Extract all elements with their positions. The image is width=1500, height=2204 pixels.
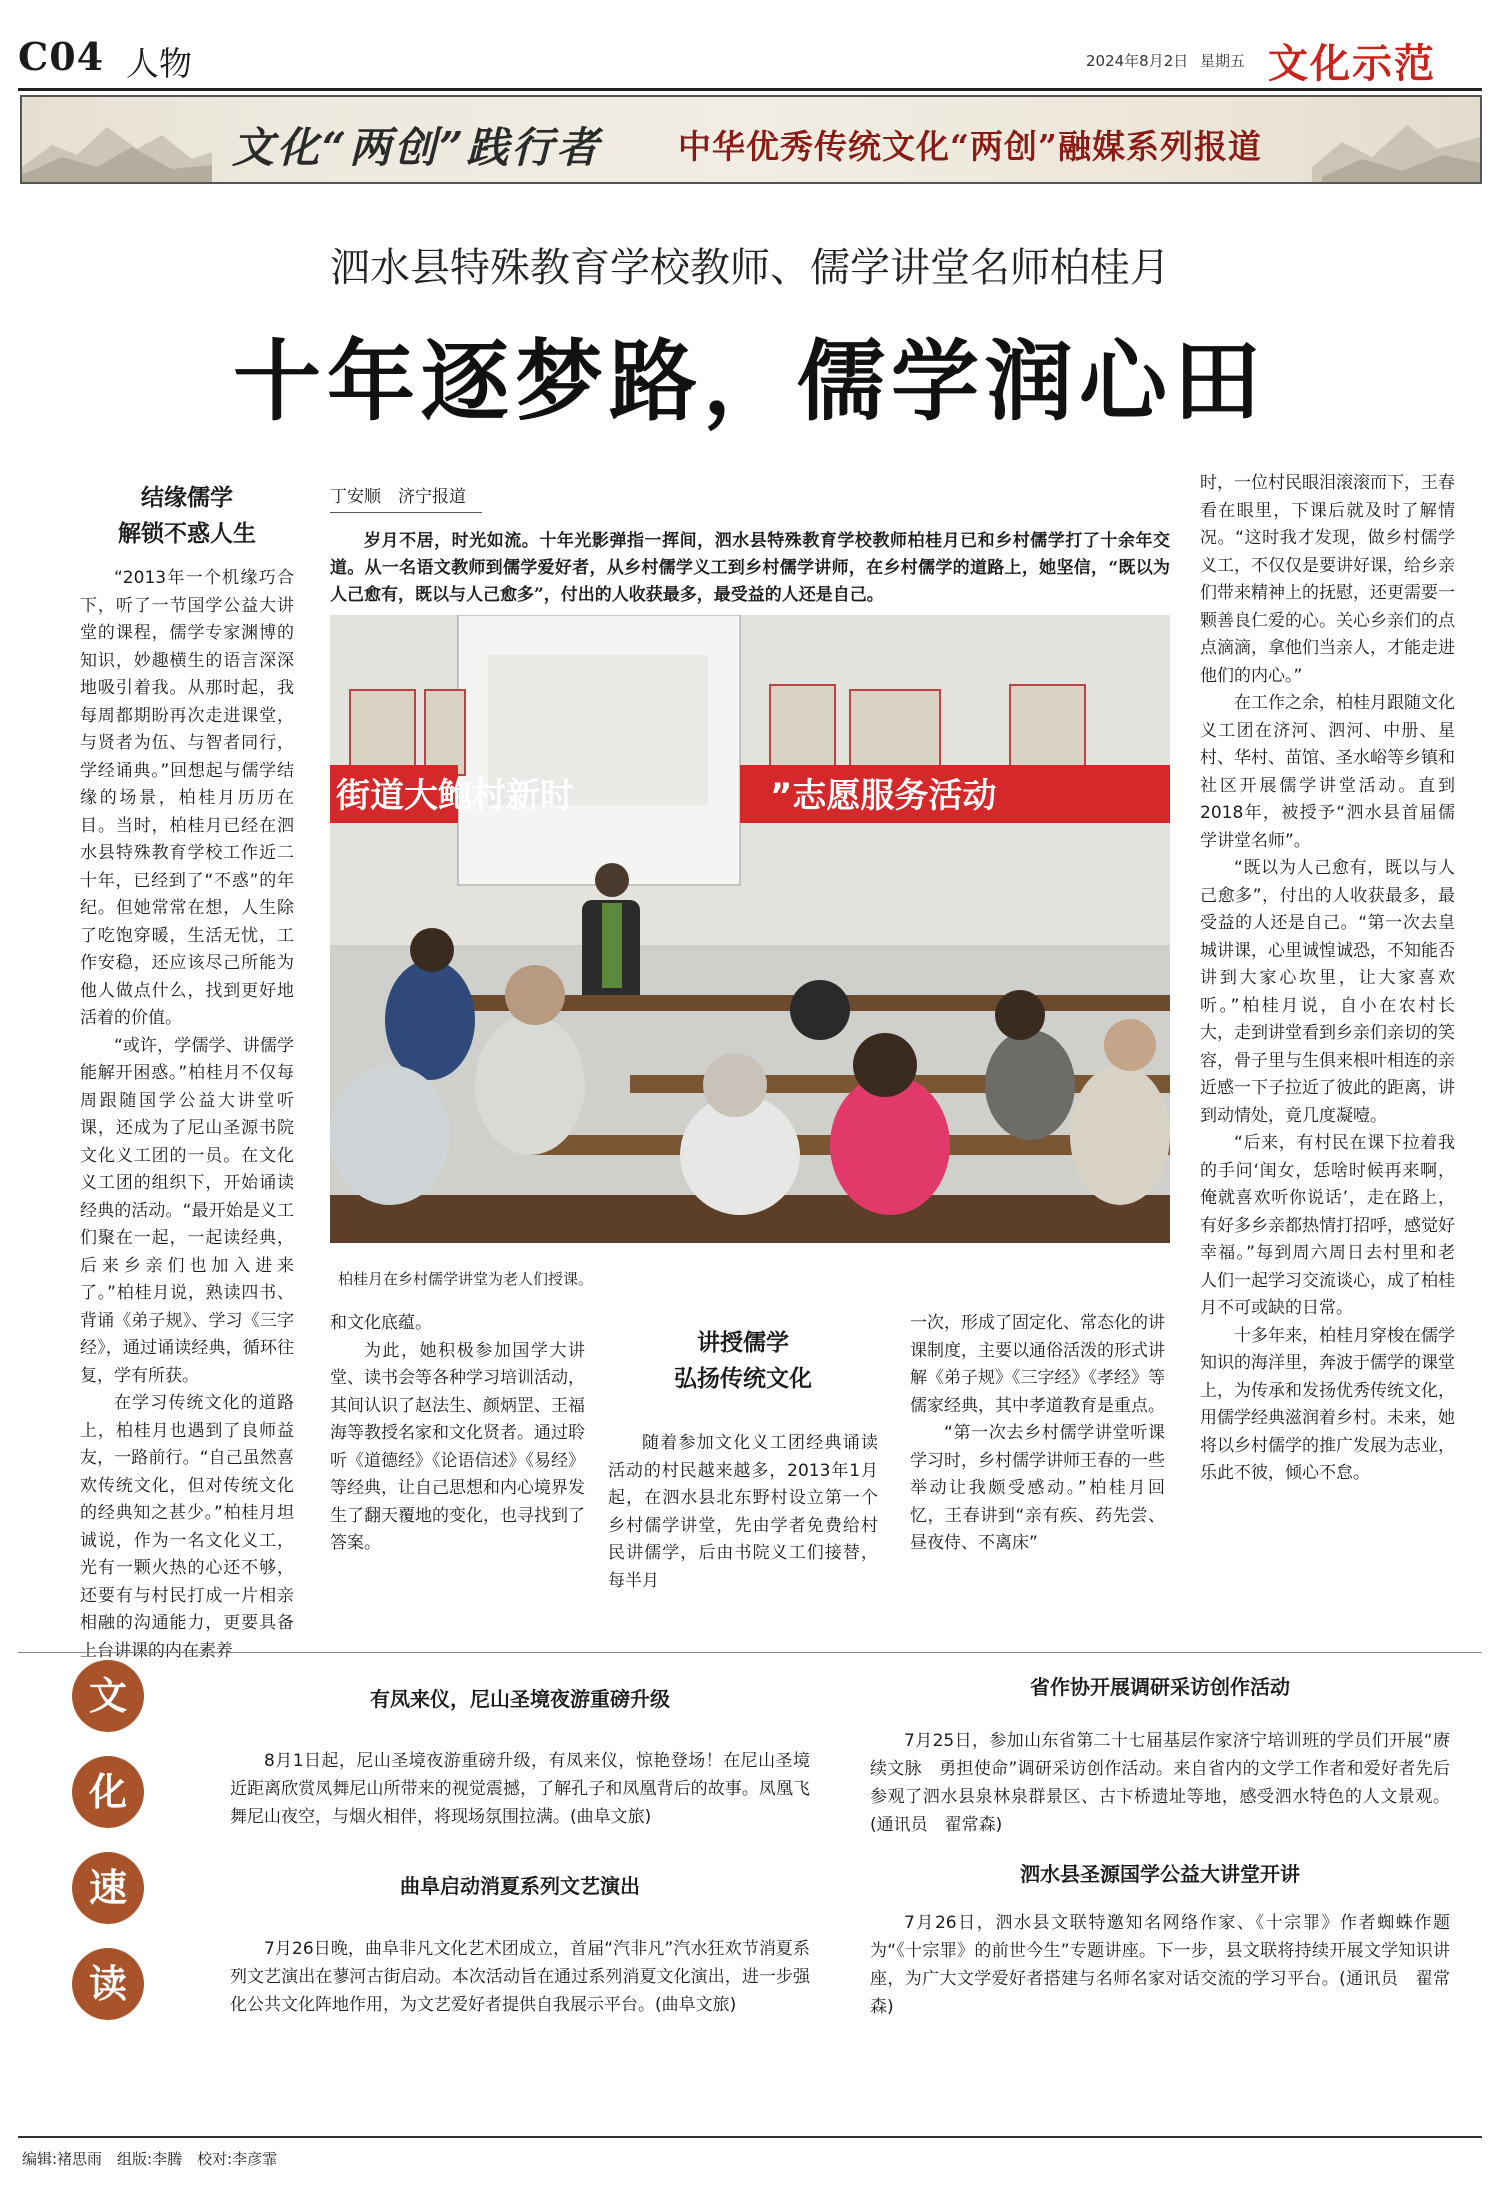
paragraph: 为此，她积极参加国学大讲堂、读书会等各种学习培训活动，其间认识了赵法生、颜炳罡、王福海等教授名家和文化贤者。通过聆听《道德经》《论语信述》《易经》等经典，让自己思想和内心境界发生了翻天覆地的变化，也寻找到了答案。 (330, 1340, 585, 1553)
article-subtitle: 泗水县特殊教育学校教师、儒学讲堂名师柏桂月 (330, 245, 1170, 291)
article-column-2 (330, 1310, 585, 1558)
footer-rule (18, 2136, 1482, 2138)
paragraph: 和文化底蕴。 (330, 1313, 432, 1333)
express-label-char: 速 (72, 1852, 144, 1924)
paragraph: “或许，学儒学、讲儒学能解开困惑。”柏桂月不仅每周跟随国学公益大讲堂听课，还成为了尼山圣源书院文化义工团的一员。在文化义工团的组织下，开始诵读经典的活动。“最开始是义工们聚在一起，一起读经典，后来乡亲们也加入进来了。”柏桂月说，熟读四书、背诵《弟子规》、学习《三字经》，通过诵读经典，循环往复，学有所获。 (80, 1035, 294, 1386)
article-title: 十年逐梦路，儒学润心田 (232, 329, 1267, 433)
classroom-photo (330, 615, 1170, 1243)
photo-banner-left: 街道大鲍村新时 (336, 776, 574, 816)
paragraph: “后来，有村民在课下拉着我的手问‘闺女，恁啥时候再来啊，俺就喜欢听你说话’，走在路上，有好多乡亲都热情打招呼，感觉好幸福。”每到周六周日去村里和老人们一起学习交流谈心，成了柏桂月不可或缺的日常。 (1200, 1133, 1455, 1318)
section1-heading (80, 480, 294, 552)
news-body: 7月26日，泗水县文联特邀知名网络作家、《十宗罪》作者蜘蛛作题为“《十宗罪》的前世今生”专题讲座。下一步，县文联将持续开展文学知识讲座，为广大文学爱好者搭建与名师名家对话交流的学习平台。(通讯员 翟常森) (870, 1913, 1450, 2017)
news-title: 省作协开展调研采访创作活动 (1030, 1675, 1290, 1699)
photo-caption: 柏桂月在乡村儒学讲堂为老人们授课。 (338, 1270, 594, 1288)
paragraph: “2013年一个机缘巧合下，听了一节国学公益大讲堂的课程，儒学专家渊博的知识，妙趣横生的语言深深地吸引着我。从那时起，我每周都期盼再次走进课堂，与贤者为伍、与智者同行，学经诵典。”回想起与儒学结缘的场景，柏桂月历历在目。当时，柏桂月已经在泗水县特殊教育学校工作近二十年，已经到了“不惑”的年纪。但她常常在想，人生除了吃饱穿暖，生活无忧，工作安稳，还应该尽己所能为他人做点什么，找到更好地活着的价值。 (80, 568, 294, 1028)
paragraph: “第一次去乡村儒学讲堂听课学习时，乡村儒学讲师王春的一些举动让我颇受感动。”柏桂月回忆，王春讲到“亲有疾、药先尝、昼夜侍、不离床” (910, 1423, 1165, 1553)
article-column-1 (80, 565, 294, 1665)
article-lead: 岁月不居，时光如流。十年光影弹指一挥间，泗水县特殊教育学校教师柏桂月已和乡村儒学打了十余年交道。从一名语文教师到儒学爱好者，从乡村儒学义工到乡村儒学讲师，在乡村儒学的道路上，她坚信，“既以为人己愈有，既以与人己愈多”，付出的人收获最多，最受益的人还是自己。 (330, 531, 1170, 605)
header-rule (18, 88, 1482, 91)
news-body: 8月1日起，尼山圣境夜游重磅升级，有凤来仪，惊艳登场！在尼山圣境近距离欣赏凤舞尼山所带来的视觉震撼，了解孔子和凤凰背后的故事。凤凰飞舞尼山夜空，与烟火相伴，将现场氛围拉满。(曲阜文旅) (230, 1751, 810, 1827)
classroom-photo-illustration (330, 615, 1170, 1243)
express-label-char: 文 (72, 1660, 144, 1732)
express-label-char: 读 (72, 1948, 144, 2020)
footer-credits: 编辑:褚思雨 组版:李腾 校对:李彦霏 (22, 2150, 278, 2168)
article-column-4 (910, 1310, 1165, 1558)
express-divider (18, 1652, 1482, 1653)
section2-heading-line1: 讲授儒学 (697, 1329, 789, 1356)
paragraph: 在工作之余，柏桂月跟随文化义工团在济河、泗河、中册、星村、华村、苗馆、圣水峪等乡镇和社区开展儒学讲堂活动。直到2018年，被授予“泗水县首届儒学讲堂名师”。 (1200, 693, 1455, 851)
byline-underline (330, 512, 482, 513)
series-banner (20, 95, 1482, 184)
news-title: 泗水县圣源国学公益大讲堂开讲 (1020, 1862, 1300, 1886)
banner-title: 文化“两创”践行者 (232, 123, 602, 172)
issue-date: 2024年8月2日 (1086, 52, 1189, 70)
page-number: C04 (18, 34, 105, 79)
paragraph: 在学习传统文化的道路上，柏桂月也遇到了良师益友，一路前行。“自己虽然喜欢传统文化，但对传统文化的经典知之甚少。”柏桂月坦诚说，作为一名文化义工，光有一颗火热的心还不够，还要有与村民打成一片相亲相融的沟通能力，更要具备上台讲课的内在素养 (80, 1393, 294, 1661)
section2-heading-line2: 弘扬传统文化 (674, 1365, 812, 1392)
paragraph: 十多年来，柏桂月穿梭在儒学知识的海洋里，奔波于儒学的课堂上，为传承和发扬优秀传统文化，用儒学经典滋润着乡村。未来，她将以乡村儒学的推广发展为志业，乐此不彼，倾心不怠。 (1200, 1325, 1455, 1483)
article-column-3 (608, 1430, 878, 1595)
section1-heading-line2: 解锁不惑人生 (118, 520, 256, 547)
news-title: 曲阜启动消夏系列文艺演出 (400, 1874, 640, 1898)
news-body: 7月26日晚，曲阜非凡文化艺术团成立，首届“汽非凡”汽水狂欢节消夏系列文艺演出在蓼河古街启动。本次活动旨在通过系列消夏文化演出，进一步强化公共文化阵地作用，为文艺爱好者提供自我展示平台。(曲阜文旅) (230, 1939, 810, 2015)
express-label-char: 化 (72, 1756, 144, 1828)
banner-subtitle: 中华优秀传统文化“两创”融媒系列报道 (678, 127, 1262, 166)
byline: 丁安顺 济宁报道 (330, 487, 466, 507)
paragraph: 一次，形成了固定化、常态化的讲课制度，主要以通俗活泼的形式讲解《弟子规》《三字经》《孝经》等儒家经典，其中孝道教育是重点。 (910, 1313, 1165, 1416)
paper-logo: 文化示范 (1268, 40, 1436, 87)
photo-banner-right: ”志愿服务活动 (770, 776, 997, 816)
news-title: 有凤来仪，尼山圣境夜游重磅升级 (370, 1687, 670, 1711)
paragraph: “既以为人己愈有，既以与人己愈多”，付出的人收获最多，最受益的人还是自己。“第一次去皇城讲课，心里诚惶诚恐，不知能否讲到大家心坎里，让大家喜欢听。”柏桂月说，自小在农村长大，走到讲堂看到乡亲们亲切的笑容，骨子里与生俱来根叶相连的亲近感一下子拉近了彼此的距离，讲到动情处，竟几度凝噎。 (1200, 858, 1455, 1126)
news-body: 7月25日，参加山东省第二十七届基层作家济宁培训班的学员们开展“赓续文脉 勇担使命”调研采访创作活动。来自省内的文学工作者和爱好者先后参观了泗水县泉林泉群景区、古卞桥遗址等地，感受泗水特色的人文景观。(通讯员 翟常森) (870, 1731, 1450, 1835)
paragraph: 时，一位村民眼泪滚滚而下，王春看在眼里，下课后就及时了解情况。“这时我才发现，做乡村儒学义工，不仅仅是要讲好课，给乡亲们带来精神上的抚慰，还更需要一颗善良仁爱的心。关心乡亲们的点点滴滴，拿他们当亲人，才能走进他们的内心。” (1200, 473, 1455, 686)
article-column-5 (1200, 470, 1455, 1488)
section2-heading (608, 1325, 878, 1397)
paragraph: 随着参加文化义工团经典诵读活动的村民越来越多，2013年1月起，在泗水县北东野村设立第一个乡村儒学讲堂，先由学者免费给村民讲儒学，后由书院义工们接替，每半月 (608, 1433, 878, 1591)
section1-heading-line1: 结缘儒学 (141, 484, 233, 511)
issue-weekday: 星期五 (1200, 52, 1246, 70)
section-name: 人物 (126, 44, 192, 83)
